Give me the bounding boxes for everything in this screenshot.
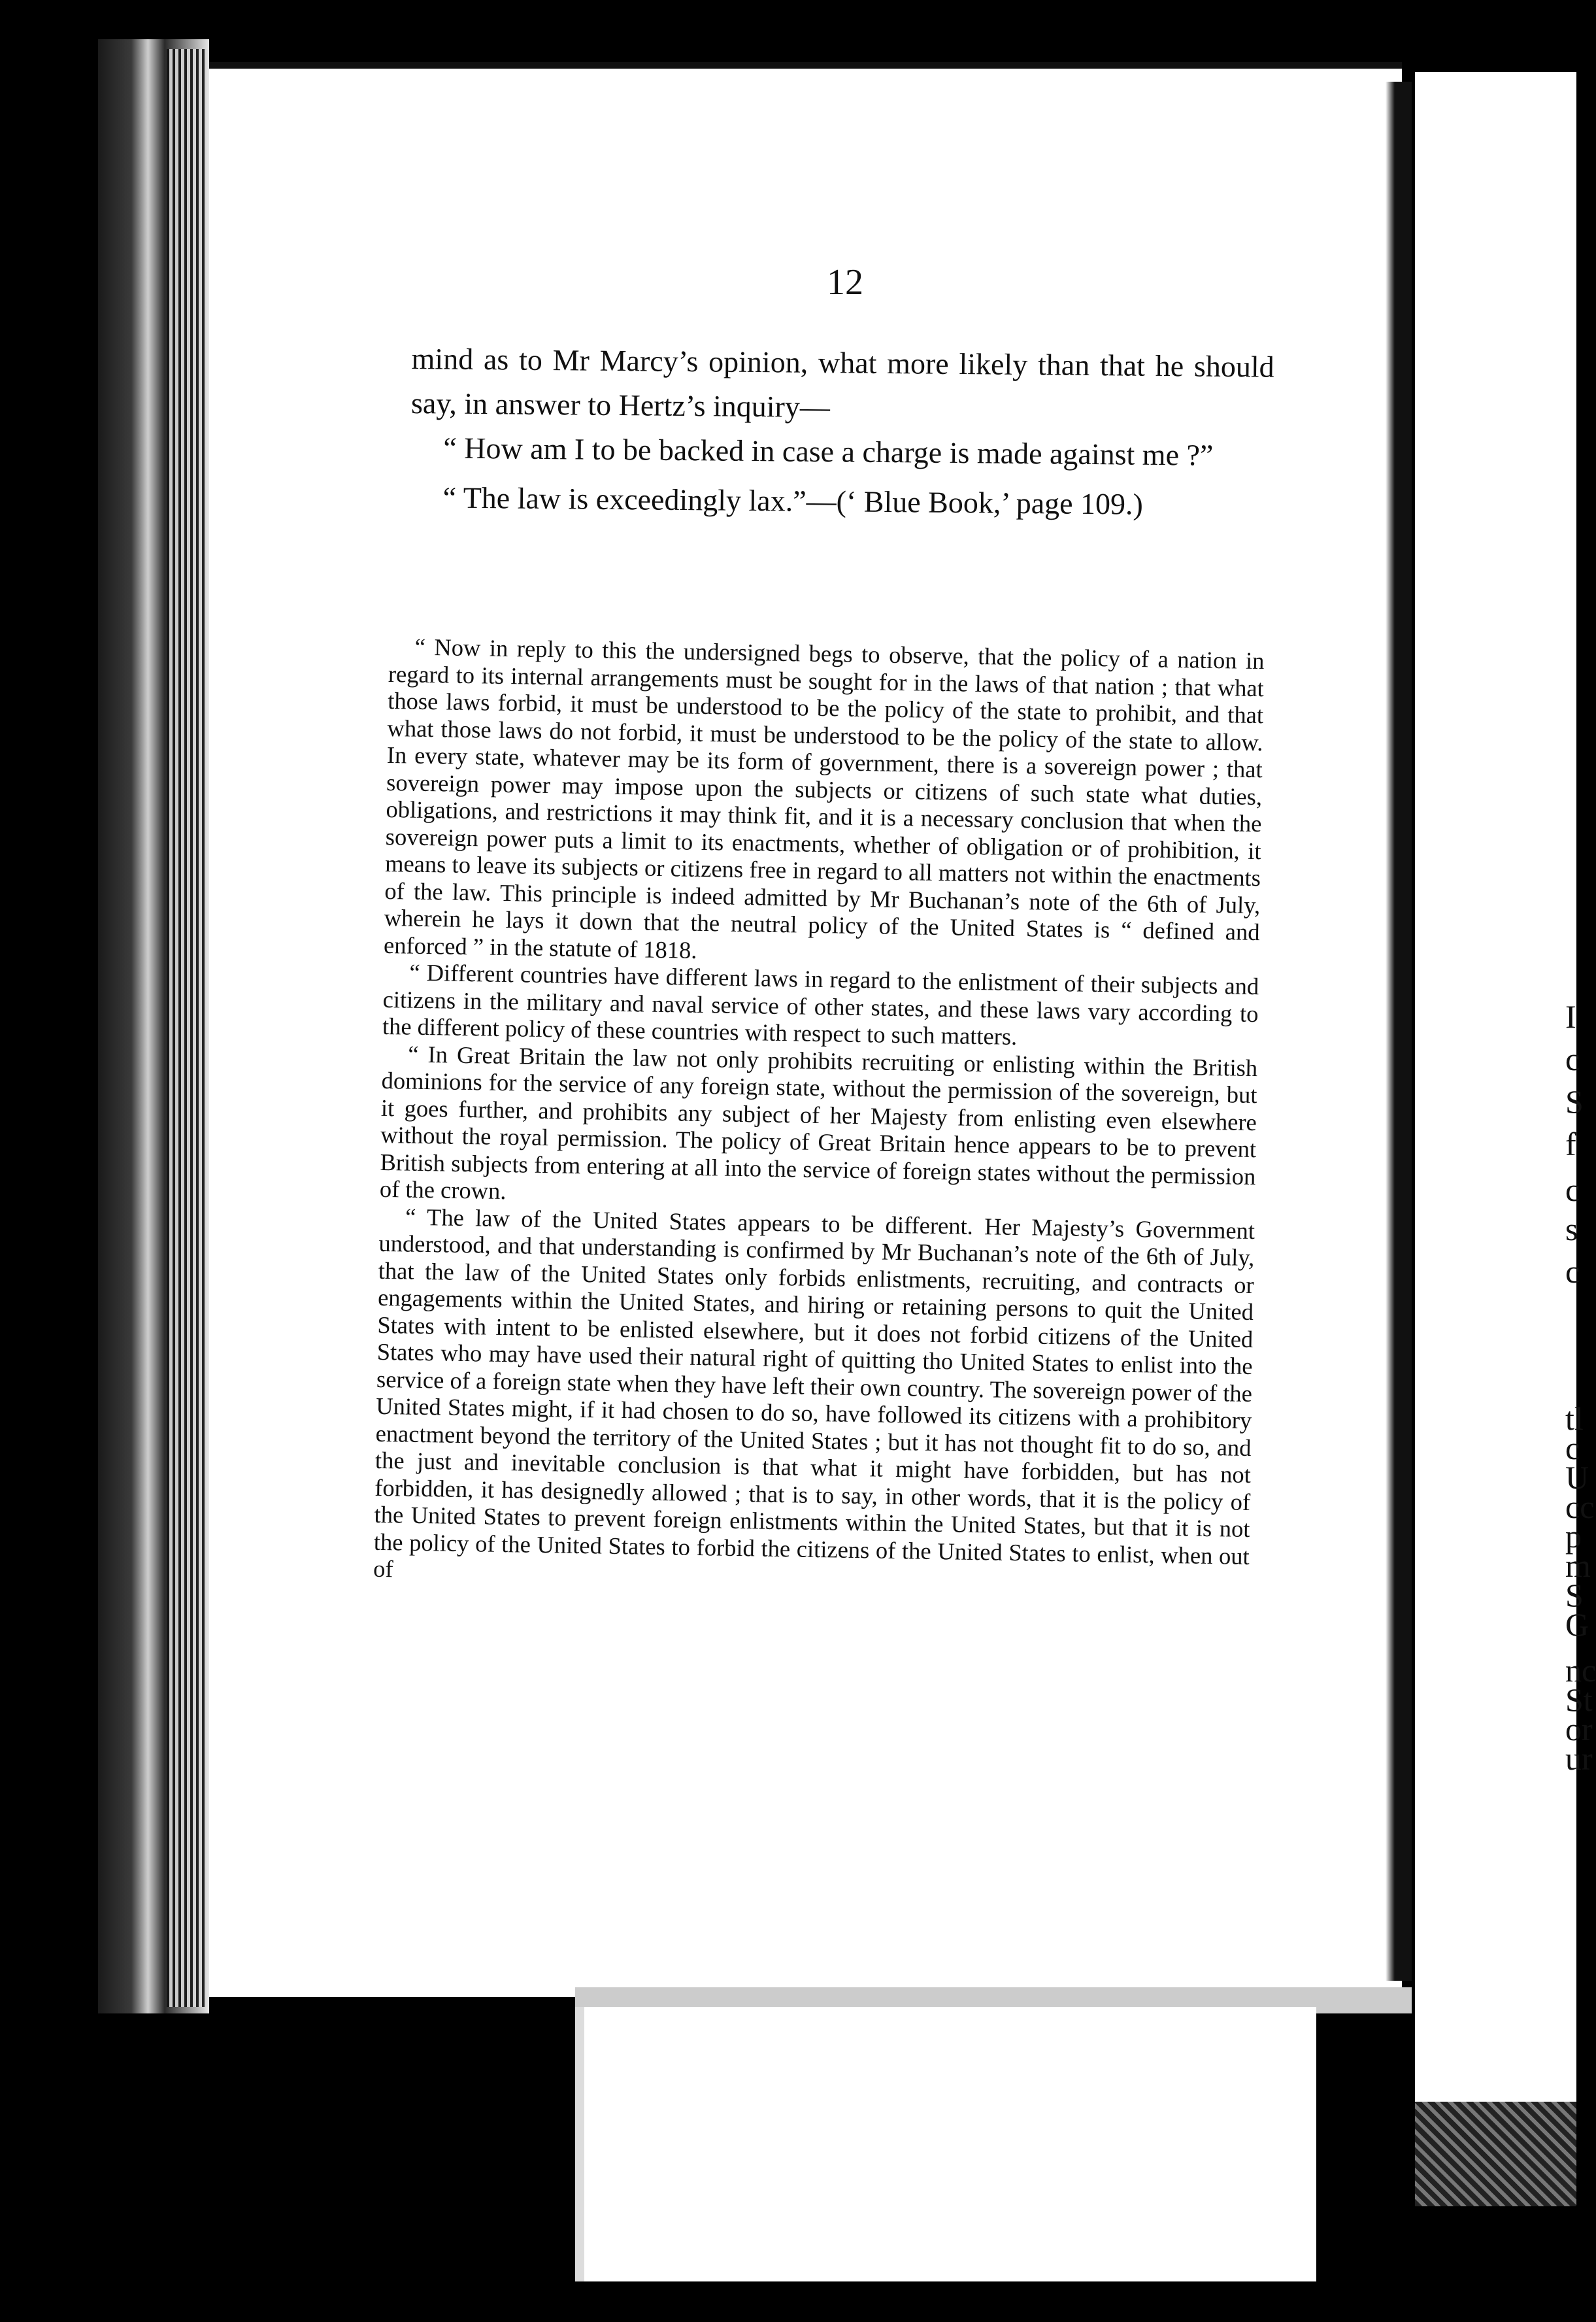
quoted-paragraph: “ Different countries have different laws in regard to the enlistment of their subjects and citizens in the military and naval service of other states, and these laws vary according to the different policy of these countries with respect to such matters. xyxy=(382,958,1259,1051)
page-number: 12 xyxy=(827,262,863,303)
adjacent-page-fragment: m xyxy=(1565,1547,1591,1584)
adjacent-page-fragment: c xyxy=(1565,1253,1580,1290)
adjacent-page-edge xyxy=(1415,2102,1576,2206)
adjacent-page-fragment: or xyxy=(1565,1711,1593,1747)
adjacent-page-fragment: S xyxy=(1565,1083,1584,1120)
quoted-extract xyxy=(373,633,1265,1597)
upper-text-block xyxy=(410,337,1274,528)
adjacent-page-fragment: ur xyxy=(1565,1740,1593,1777)
adjacent-page-fragment: tl xyxy=(1565,1400,1584,1437)
quoted-paragraph: “ The law of the United States appears to be different. Her Majesty’s Government understood, and that understanding is confirmed by Mr Buchanan’s note of the 6th of July, that the law of the United States only forbids enlistments, recruiting, and contracts or engagements within the United States, and hiring or retaining persons to quit the United States with intent to be enlisted elsewhere, but it does not forbid citizens of the United States who may have used their natural right of quitting tho United States to enlist into the service of a foreign state when they have left their own country. The sovereign power of the United States might, if it had chosen to do so, have followed its citizens with a prohibitory enactment beyond the territory of the United States ; but it has not thought fit to do so, and the just and inevitable conclusion is that what it might have forbidden, but has not forbidden, it has designedly allowed ; that is to say, in other words, that it is the policy of the United States to prevent foreign enlistments within the United States, but that it is not the policy of the United States to forbid the citizens of the United States to enlist, when out of xyxy=(373,1203,1255,1583)
adjacent-page-fragment: G xyxy=(1565,1606,1589,1643)
quoted-paragraph: “ In Great Britain the law not only prohibits recruiting or enlisting within the British dominions for the service of any foreign state, without the permission of the sovereign, but it goes further, and prohibits any subject of her Majesty from enlisting even elsewhere without the royal permission. The policy of Great Britain hence appears to be to prevent British subjects from entering at all into the service of foreign states without the permission of the crown. xyxy=(379,1040,1258,1205)
page-stack-edge xyxy=(167,49,206,2007)
adjacent-page-fragment: cc xyxy=(1565,1489,1595,1525)
adjacent-page xyxy=(1415,72,1576,2102)
adjacent-page-fragment: U xyxy=(1565,1459,1589,1496)
adjacent-page-fragment: c xyxy=(1565,1430,1580,1466)
adjacent-page-fragment: S xyxy=(1565,1577,1584,1613)
adjacent-page-fragment: St xyxy=(1565,1681,1593,1718)
adjacent-page-fragment: I xyxy=(1565,998,1576,1035)
quoted-paragraph: “ Now in reply to this the undersigned begs to observe, that the policy of a nation in regard to its internal arrangements must be sought for in the laws of that nation ; that what those laws forbid, it must be understood to be the policy of the state to prohibit, and that what those laws do not forbid, it must be understood to be the policy of the state to allow. In every state, whatever may be its form of government, there is a sovereign power ; that sovereign power may impose upon the subjects or citizens of such state what duties, obligations, and restrictions it may think fit, and it is a necessary conclusion that when the sovereign power puts a limit to its enactments, whether of obligation or of prohibition, it means to leave its subjects or citizens free in regard to all matters not within the enactments of the law. This principle is indeed admitted by Mr Buchanan’s note of the 6th of July, wherein he lays it down that the neutral policy of the United States is “ defined and enforced ” in the statute of 1818. xyxy=(383,633,1265,964)
adjacent-page-fragment: s xyxy=(1565,1211,1578,1247)
page-fold-strip xyxy=(575,2007,1316,2281)
adjacent-page-fragment: f xyxy=(1565,1126,1576,1162)
page-gutter-shadow xyxy=(1386,82,1412,1981)
adjacent-page-fragment: c xyxy=(1565,1171,1580,1208)
paragraph-answer: “ The law is exceedingly lax.”—(‘ Blue Book,’ page 109.) xyxy=(442,480,1144,521)
adjacent-page-fragment: c xyxy=(1565,1041,1580,1077)
adjacent-page-fragment: nc xyxy=(1565,1652,1596,1689)
paragraph-intro: mind as to Mr Marcy’s opinion, what more likely than that he should say, in answer to Hertz’s inquiry— xyxy=(410,341,1274,424)
adjacent-page-fragment: p xyxy=(1565,1518,1582,1555)
paragraph-question: “ How am I to be backed in case a charge is made against me ?” xyxy=(443,431,1214,472)
